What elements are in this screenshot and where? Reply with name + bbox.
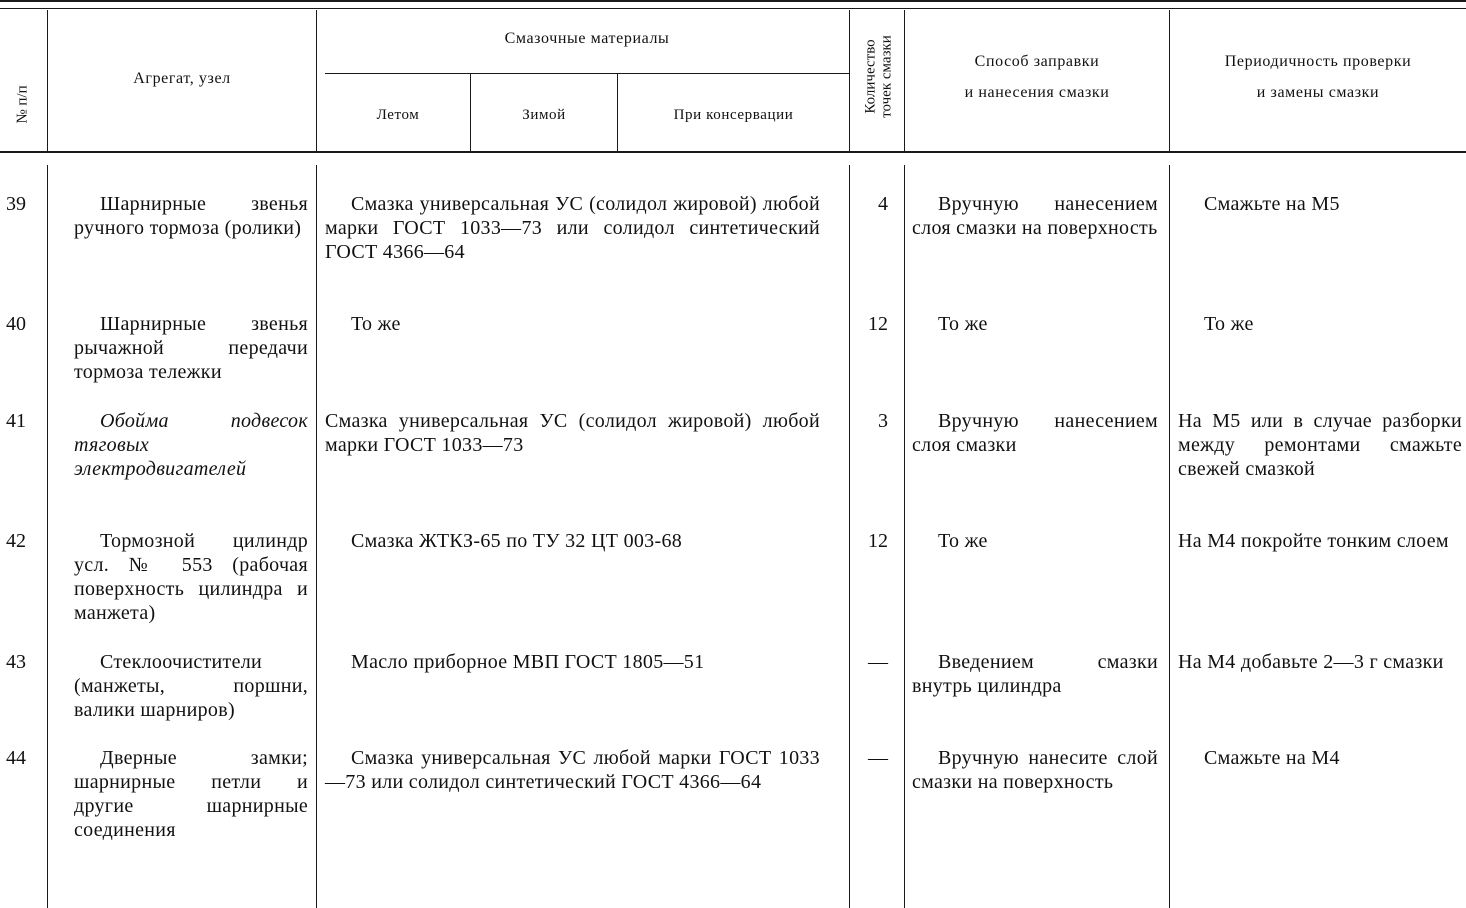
row-39-material: Смазка универсальная УС (солидол жировой) любой марки ГОСТ 1033—73 или солидол синтетический ГОСТ 4366—64 xyxy=(325,193,820,263)
header-num: № п/п xyxy=(14,85,31,124)
body-col-rule-4 xyxy=(904,165,905,908)
body-col-rule-5 xyxy=(1169,165,1170,908)
top-border-line xyxy=(0,0,1466,2)
row-44-num: 44 xyxy=(6,747,26,769)
row-41-material: Смазка универсальная УС (солидол жировой) любой марки ГОСТ 1033—73 xyxy=(325,410,820,456)
row-40-unit: Шарнирные звенья рычажной передачи тормоза тележки xyxy=(74,313,308,383)
row-44-period: Смажьте на М4 xyxy=(1204,747,1340,769)
row-39-unit: Шарнирные звенья ручного тормоза (ролики) xyxy=(74,193,308,239)
header-period-line1: Периодичность проверки xyxy=(1224,53,1412,70)
materials-subheader-line xyxy=(325,73,849,74)
row-42-num: 42 xyxy=(6,530,26,552)
row-43-num: 43 xyxy=(6,651,26,673)
header-unit: Агрегат, узел xyxy=(133,70,231,87)
row-41-num: 41 xyxy=(6,410,26,432)
row-42-material: Смазка ЖТКЗ-65 по ТУ 32 ЦТ 003-68 xyxy=(351,530,683,552)
row-40-points: 12 xyxy=(868,313,888,335)
row-44-points: — xyxy=(868,747,888,769)
row-41-points: 3 xyxy=(878,410,888,432)
row-40-method: То же xyxy=(938,313,988,335)
body-col-rule-3 xyxy=(849,165,850,908)
row-40-material: То же xyxy=(351,313,401,335)
header-conservation: При консервации xyxy=(673,107,794,123)
header-method-line1: Способ заправки xyxy=(974,53,1100,70)
row-39-method: Вручную нанесением слоя смазки на поверхность xyxy=(912,193,1158,239)
row-43-unit: Стеклоочистители (манжеты, поршни, валики шарниров) xyxy=(74,651,308,721)
top-border-line-2 xyxy=(0,8,1466,9)
row-41-period: На М5 или в случае разборки между ремонтами смажьте свежей смазкой xyxy=(1178,410,1462,480)
header-points-line1: Количество xyxy=(862,39,879,114)
body-col-rule-1 xyxy=(47,165,48,908)
row-44-material: Смазка универсальная УС любой марки ГОСТ 1033—73 или солидол синтетический ГОСТ 4366—64 xyxy=(325,747,820,793)
col-rule-3 xyxy=(849,10,850,151)
row-44-method: Вручную нанесите слой смазки на поверхность xyxy=(912,747,1158,793)
row-42-period: На М4 покройте тонким слоем xyxy=(1178,530,1449,552)
row-39-points: 4 xyxy=(878,193,888,215)
col-rule-2 xyxy=(316,10,317,151)
row-42-unit: Тормозной цилиндр усл. № 553 (рабочая поверхность цилиндра и манжета) xyxy=(74,530,308,624)
row-43-period: На М4 добавьте 2—3 г смазки xyxy=(1178,651,1444,673)
row-40-num: 40 xyxy=(6,313,26,335)
row-42-points: 12 xyxy=(868,530,888,552)
row-39-period: Смажьте на М5 xyxy=(1204,193,1340,215)
row-41-method: Вручную нанесением слоя смазки xyxy=(912,410,1158,456)
header-winter: Зимой xyxy=(522,107,566,123)
header-period-line2: и замены смазки xyxy=(1256,84,1380,101)
row-40-period: То же xyxy=(1204,313,1254,335)
row-43-method: Введением смазки внутрь цилиндра xyxy=(912,651,1158,697)
header-materials: Смазочные материалы xyxy=(504,30,670,47)
header-summer: Летом xyxy=(376,107,420,123)
row-42-method: То же xyxy=(938,530,988,552)
row-44-unit: Дверные замки; шарнирные петли и другие шарнирные соединения xyxy=(74,747,308,841)
header-method-line2: и нанесения смазки xyxy=(964,84,1110,101)
header-points-line2: точек смазки xyxy=(878,35,895,118)
header-bottom-line xyxy=(0,151,1466,153)
row-43-points: — xyxy=(868,651,888,673)
row-43-material: Масло приборное МВП ГОСТ 1805—51 xyxy=(351,651,705,673)
body-col-rule-2 xyxy=(316,165,317,908)
row-39-num: 39 xyxy=(6,193,26,215)
row-41-unit: Обойма подвесок тяговых электродвигателей xyxy=(74,410,308,480)
